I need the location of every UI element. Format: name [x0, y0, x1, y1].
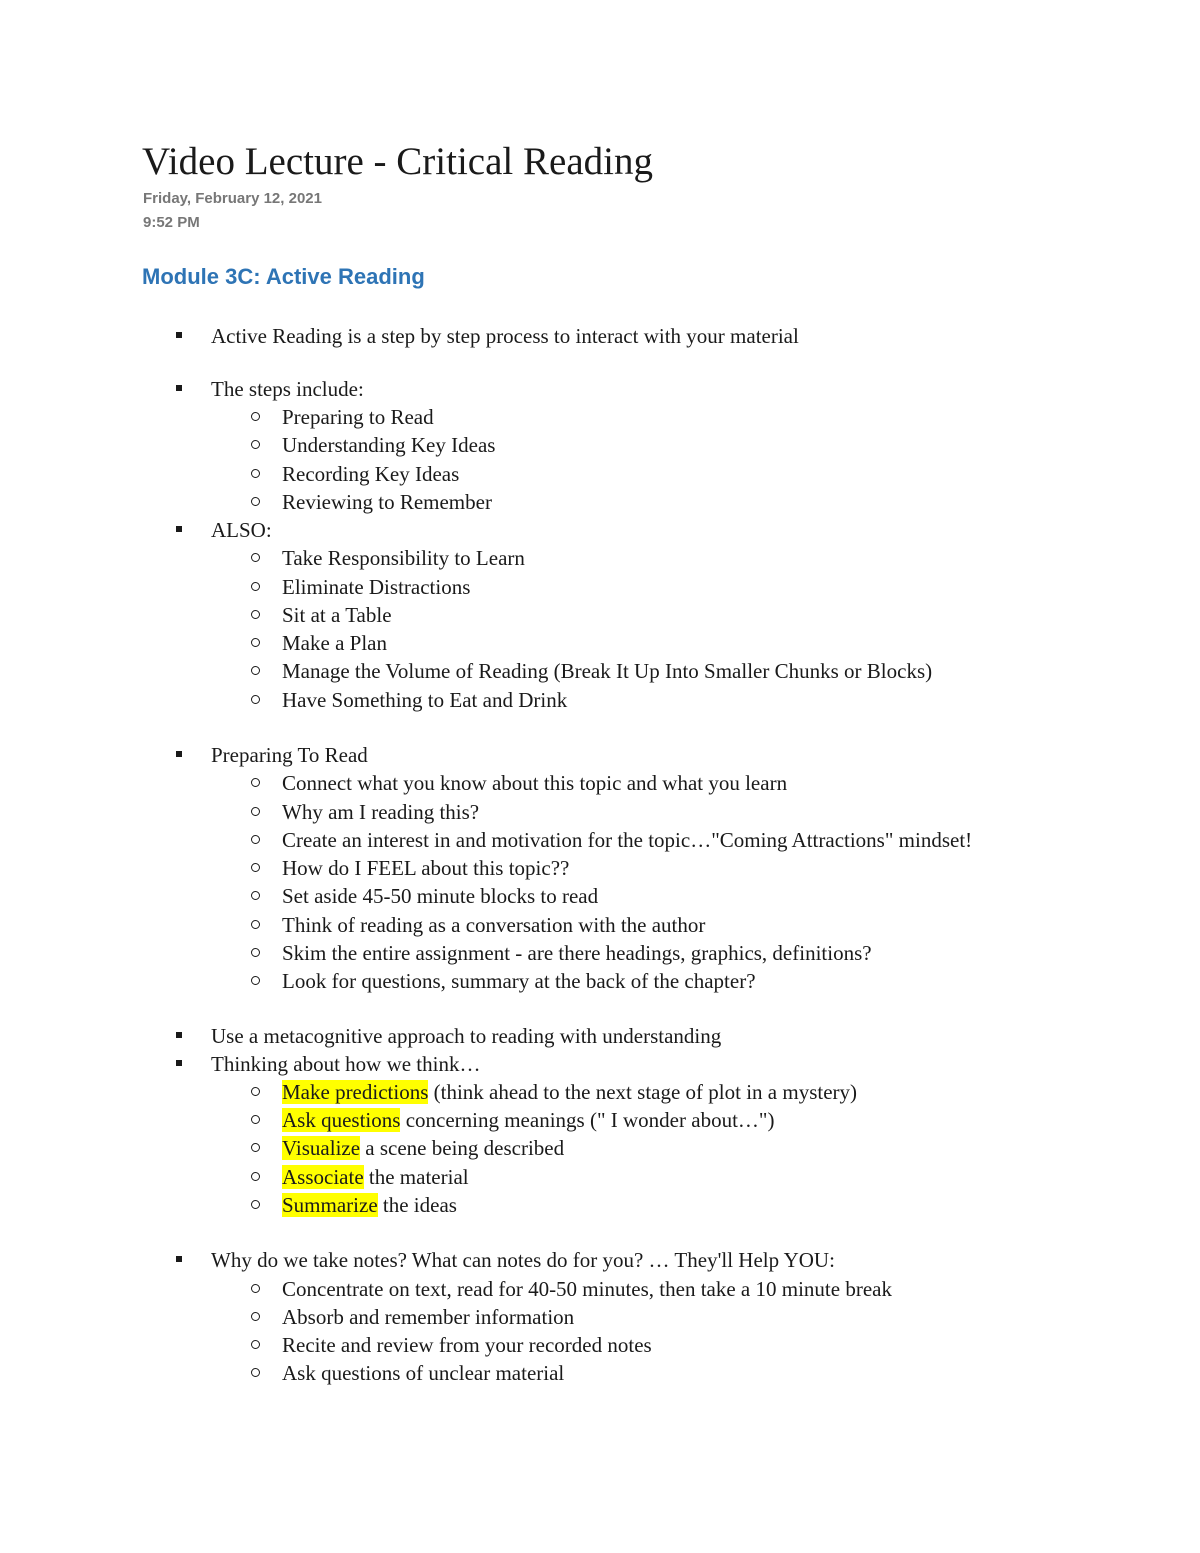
- item-text: How do I FEEL about this topic??: [282, 856, 570, 880]
- hollow-circle-bullet-icon: [251, 1368, 260, 1377]
- item-text: Create an interest in and motivation for the topic…"Coming Attractions" mindset!: [282, 828, 973, 852]
- sub-list-item: [282, 431, 495, 459]
- hollow-circle-bullet-icon: [251, 835, 260, 844]
- hollow-circle-bullet-icon: [251, 807, 260, 816]
- item-text: Have Something to Eat and Drink: [282, 688, 568, 712]
- hollow-circle-bullet-icon: [251, 976, 260, 985]
- sub-list-item: [282, 1134, 564, 1162]
- sub-list-item: [282, 403, 434, 431]
- square-bullet-icon: [176, 1032, 182, 1038]
- item-text: the ideas: [377, 1193, 457, 1217]
- list-item: [211, 741, 368, 769]
- hollow-circle-bullet-icon: [251, 1143, 260, 1152]
- sub-list-item: [282, 769, 787, 797]
- sub-list-item: [282, 1191, 457, 1219]
- highlighted-text: Visualize: [282, 1136, 361, 1160]
- hollow-circle-bullet-icon: [251, 610, 260, 619]
- hollow-circle-bullet-icon: [251, 412, 260, 421]
- hollow-circle-bullet-icon: [251, 778, 260, 787]
- note-title: Video Lecture - Critical Reading: [142, 140, 653, 183]
- hollow-circle-bullet-icon: [251, 666, 260, 675]
- list-item: [211, 1050, 480, 1078]
- item-text: concerning meanings (" I wonder about…"): [400, 1108, 775, 1132]
- item-text: Why do we take notes? What can notes do for you? … They'll Help YOU:: [211, 1248, 835, 1272]
- highlighted-text: Ask questions: [282, 1108, 401, 1132]
- item-text: Look for questions, summary at the back of the chapter?: [282, 969, 756, 993]
- item-text: Eliminate Distractions: [282, 575, 471, 599]
- item-text: Reviewing to Remember: [282, 490, 492, 514]
- hollow-circle-bullet-icon: [251, 891, 260, 900]
- square-bullet-icon: [176, 751, 182, 757]
- item-text: Connect what you know about this topic and what you learn: [282, 771, 788, 795]
- item-text: Set aside 45-50 minute blocks to read: [282, 884, 599, 908]
- sub-list-item: [282, 573, 470, 601]
- highlighted-text: Make predictions: [282, 1080, 429, 1104]
- item-text: Think of reading as a conversation with the author: [282, 913, 706, 937]
- hollow-circle-bullet-icon: [251, 1115, 260, 1124]
- item-text: Make a Plan: [282, 631, 387, 655]
- note-time: 9:52 PM: [143, 214, 200, 231]
- item-text: Manage the Volume of Reading (Break It Up Into Smaller Chunks or Blocks): [282, 659, 933, 683]
- hollow-circle-bullet-icon: [251, 1172, 260, 1181]
- sub-list-item: [282, 1163, 469, 1191]
- highlighted-text: Associate: [282, 1165, 364, 1189]
- hollow-circle-bullet-icon: [251, 553, 260, 562]
- item-text: (think ahead to the next stage of plot in a mystery): [428, 1080, 858, 1104]
- section-heading: Module 3C: Active Reading: [142, 264, 425, 289]
- sub-list-item: [282, 826, 972, 854]
- sub-list-item: [282, 544, 525, 572]
- sub-list-item: [282, 1331, 652, 1359]
- hollow-circle-bullet-icon: [251, 1284, 260, 1293]
- item-text: Preparing to Read: [282, 405, 434, 429]
- item-text: Thinking about how we think…: [211, 1052, 481, 1076]
- item-text: Sit at a Table: [282, 603, 392, 627]
- item-text: The steps include:: [211, 377, 364, 401]
- list-item: [211, 1022, 721, 1050]
- sub-list-item: [282, 939, 872, 967]
- hollow-circle-bullet-icon: [251, 582, 260, 591]
- sub-list-item: [282, 967, 756, 995]
- sub-list-item: [282, 686, 567, 714]
- sub-list-item: [282, 460, 459, 488]
- sub-list-item: [282, 882, 598, 910]
- sub-list-item: [282, 657, 932, 685]
- hollow-circle-bullet-icon: [251, 695, 260, 704]
- sub-list-item: [282, 1078, 857, 1106]
- hollow-circle-bullet-icon: [251, 863, 260, 872]
- sub-list-item: [282, 1106, 774, 1134]
- square-bullet-icon: [176, 332, 182, 338]
- item-text: Concentrate on text, read for 40-50 minutes, then take a 10 minute break: [282, 1277, 892, 1301]
- item-text: Recite and review from your recorded notes: [282, 1333, 652, 1357]
- item-text: ALSO:: [211, 518, 272, 542]
- hollow-circle-bullet-icon: [251, 948, 260, 957]
- highlighted-text: Summarize: [282, 1193, 378, 1217]
- item-text: a scene being described: [360, 1136, 565, 1160]
- list-item: [211, 516, 272, 544]
- sub-list-item: [282, 911, 705, 939]
- item-text: Active Reading is a step by step process to interact with your material: [211, 324, 799, 348]
- square-bullet-icon: [176, 1256, 182, 1262]
- item-text: Absorb and remember information: [282, 1305, 575, 1329]
- sub-list-item: [282, 629, 387, 657]
- item-text: Take Responsibility to Learn: [282, 546, 525, 570]
- hollow-circle-bullet-icon: [251, 920, 260, 929]
- list-item: [211, 322, 799, 350]
- square-bullet-icon: [176, 385, 182, 391]
- sub-list-item: [282, 1359, 564, 1387]
- hollow-circle-bullet-icon: [251, 497, 260, 506]
- item-text: Understanding Key Ideas: [282, 433, 496, 457]
- item-text: Why am I reading this?: [282, 800, 480, 824]
- hollow-circle-bullet-icon: [251, 638, 260, 647]
- item-text: the material: [363, 1165, 469, 1189]
- hollow-circle-bullet-icon: [251, 440, 260, 449]
- hollow-circle-bullet-icon: [251, 1200, 260, 1209]
- hollow-circle-bullet-icon: [251, 1340, 260, 1349]
- sub-list-item: [282, 798, 479, 826]
- item-text: Recording Key Ideas: [282, 462, 460, 486]
- sub-list-item: [282, 601, 392, 629]
- sub-list-item: [282, 1275, 892, 1303]
- hollow-circle-bullet-icon: [251, 469, 260, 478]
- square-bullet-icon: [176, 526, 182, 532]
- hollow-circle-bullet-icon: [251, 1312, 260, 1321]
- sub-list-item: [282, 854, 569, 882]
- list-item: [211, 375, 364, 403]
- hollow-circle-bullet-icon: [251, 1087, 260, 1096]
- square-bullet-icon: [176, 1060, 182, 1066]
- list-item: [211, 1246, 835, 1274]
- item-text: Use a metacognitive approach to reading with understanding: [211, 1024, 722, 1048]
- item-text: Preparing To Read: [211, 743, 368, 767]
- note-date: Friday, February 12, 2021: [143, 190, 322, 207]
- item-text: Skim the entire assignment - are there headings, graphics, definitions?: [282, 941, 872, 965]
- sub-list-item: [282, 1303, 574, 1331]
- item-text: Ask questions of unclear material: [282, 1361, 565, 1385]
- sub-list-item: [282, 488, 492, 516]
